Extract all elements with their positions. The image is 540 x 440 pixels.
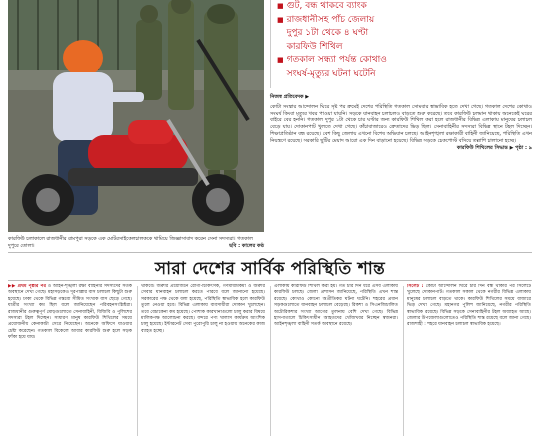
highlight-line: ■ রাজধানীসহ পাঁচ জেলায় [277, 14, 375, 25]
highlight-line: সংঘর্ষ-মৃত্যুর ঘটনা ঘটেনি [286, 68, 376, 79]
article-column [274, 284, 398, 440]
column-divider [403, 286, 404, 436]
army-checkpoint-illustration [8, 0, 264, 232]
bullet-square-icon: ■ [277, 56, 284, 64]
bullet-square-icon: ■ [277, 15, 284, 24]
column-text: এলাকায় কারফিউ শিথিল করা হয়। গত চার দিন ধরে এসব এলাকায় কারফিউ চলছে। জেলা প্রশাসন জানিয়েছে, পরিস্থিতি এখন শান্ত রয়েছে। কোথাও কোনো অপ্রীতিকর ঘটনা ঘটেনি। শহরের প্রধান সড়কগুলোতে যানবাহন চলাচল বেড়েছে। রিকশা ও সিএনজিচালিত অটোরিকশার সংখ্যা আগের তুলনায় বেশি দেখা গেছে। বিভিন্ন হাসপাতালে চিকিৎসাধীন আহতদের খোঁজখবর নিচ্ছেন স্বজনরা। আইনশৃঙ্খলা বাহিনী সতর্ক অবস্থানে রয়েছে। [274, 284, 398, 328]
article-column [8, 284, 132, 440]
article-column [141, 284, 265, 440]
column-divider [270, 286, 271, 436]
highlight-line: দুপুর ১টা থেকে ৪ ঘণ্টা [286, 28, 369, 38]
column-text: ও আইন-শৃঙ্খলা রক্ষা বাহিনীর সদস্যদের সতর্ক অবস্থানে দেখা গেছে। মহাসড়কেও দূরপাল্লার বাস চলাচল কিছুটা শুরু হয়েছে। ঢাকা থেকে বিভিন্ন গন্তব্যে সীমিত সংখ্যক বাস ছেড়ে গেছে। যাত্রীর সংখ্যা কম ছিল বলে জানিয়েছেন পরিবহনসংশ্লিষ্টরা। রাজধানীর গুরুত্বপূর্ণ মোড়গুলোতে সেনাবাহিনী, বিজিবি ও পুলিশের সদস্যরা টহল দিচ্ছেন। সাধারণ মানুষ কারফিউ শিথিলের সময়ে প্রয়োজনীয় কেনাকাটা সেরে নিয়েছেন। অনেকে অফিসে যাওয়ার চেষ্টা করেছেন। গতকাল বিকেলে আবার কারফিউ শুরু হলে সড়ক ফাঁকা হয়ে যায়। [8, 284, 132, 341]
highlights-box [270, 0, 437, 88]
column-lead: ▶▶ প্রথম পৃষ্ঠার পর [8, 284, 46, 289]
section-divider [8, 252, 532, 253]
report-byline: নিজস্ব প্রতিবেদক ▶ [270, 94, 310, 100]
report-body: কোটা সংস্কার আন্দোলন ঘিরে সৃষ্ট পর ক্রমেই দেশের পরিস্থিতি গতকাল সোমবার স্বাভাবিক হতে দেখা গেছে। গতকাল দেশের কোথাও সংঘর্ষ কিংবা মৃত্যুর খবর পাওয়া যায়নি। সড়কে যানবাহন চলাচলও বাড়তে শুরু করেছে। তবে কারফিউ চলমান থাকায় অনেকেই ঘরের বাইরে বের হননি। গতকাল দুপুর ১টা থেকে চার ঘণ্টার জন্য কারফিউ শিথিল করা হলে রাজধানীর বিভিন্ন এলাকায় মানুষের চলাচল বেড়ে যায়। দোকানপাট খুলতে দেখা গেছে। কাঁচাবাজারেও ক্রেতাদের ভিড় ছিল। সেনাবাহিনীর সদস্যরা বিভিন্ন স্থানে টহল দিচ্ছেন। শিক্ষাপ্রতিষ্ঠান বন্ধ রয়েছে। বেশ কিছু জেলায় এখনো বিশেষ অভিযান চলছে। আইনশৃঙ্খলা রক্ষাকারী বাহিনী জানিয়েছে, পরিস্থিতি এখন নিয়ন্ত্রণে রয়েছে। সরকারি ছুটির মেয়াদ আরো এক দিন বাড়ানো হয়েছে। বিভিন্ন সড়কে চেকপোস্ট বসিয়ে তল্লাশি চালানো হচ্ছে। [270, 104, 532, 144]
column-text: থাকবে। জরুরি প্রয়োজনে রোগী-চিকিৎসক, গণমাধ্যমকর্মী ও জরুরি সেবার যানবাহন চলাচল করতে পারবে বলে জানানো হয়েছে। সরকারের পক্ষ থেকে বলা হয়েছে, পরিস্থিতি স্বাভাবিক হলে কারফিউ তুলে নেওয়া হবে। বিভিন্ন এলাকায় ব্যবসায়ীরা দোকান খুলেছেন। তবে বেচাকেনা কম হয়েছে। পোশাক কারখানাগুলো চালু করার বিষয়ে মালিকপক্ষ আলোচনা করছে। বন্দরে পণ্য খালাস কার্যক্রম আংশিক চালু হয়েছে। ইন্টারনেট সেবা পুরোপুরি চালু না হওয়ায় অনেকের কাজ ব্যাহত হচ্ছে। [141, 284, 265, 334]
article-column [407, 284, 531, 440]
column-divider [137, 286, 138, 436]
highlight-line: কারফিউ শিথিল [286, 41, 343, 52]
column-text: কোটা আন্দোলন ঘিরে চার দিন বন্ধ থাকার পর সিলেটে খুলেছে দোকানপাট। গতকাল সকাল থেকে নগরীর বিভিন্ন এলাকায় মানুষের চলাচল বাড়তে থাকে। কারফিউ শিথিলের সময়ে বাজারে ভিড় দেখা গেছে। মহানগর পুলিশ জানিয়েছে, নগরীর পরিস্থিতি স্বাভাবিক রয়েছে। বিভিন্ন সড়কে সেনাবাহিনীর টহল অব্যাহত আছে। জেলার উপজেলাগুলোতেও পরিস্থিতি শান্ত রয়েছে বলে জানা গেছে। রাজশাহী : শহরে যানবাহন চলাচল স্বাভাবিক হয়েছে। [407, 284, 531, 328]
lead-report [270, 94, 532, 244]
photo-caption [8, 236, 264, 250]
page-headline: সারা দেশের সার্বিক পরিস্থিতি শান্ত [154, 259, 386, 279]
highlight-line: ■ গতকাল সন্ধ্যা পর্যন্ত কোথাও [277, 55, 387, 65]
photo-credit: ছবি : কালের কণ্ঠ [229, 243, 264, 249]
bullet-square-icon: ■ [277, 2, 284, 10]
highlight-line: ■ গুট, বন্ধ থাকবে ব্যাংক [277, 1, 367, 11]
column-lead: সিলেট : [407, 284, 426, 289]
news-photo [8, 0, 264, 232]
headline-divider [8, 280, 532, 281]
continuation-note: কারফিউ শিথিলের সিদ্ধান্ত ▶ পৃষ্ঠা : ৯ [456, 145, 532, 152]
caption-text: কারফিউ চলাকালে রাজধানীর রামপুরা সড়কে এক মোটরসাইকেলচালককে থামিয়ে জিজ্ঞাসাবাদ করেন সেনা সদস্যরা। গতকাল দুপুরে তোলা। [8, 236, 253, 249]
